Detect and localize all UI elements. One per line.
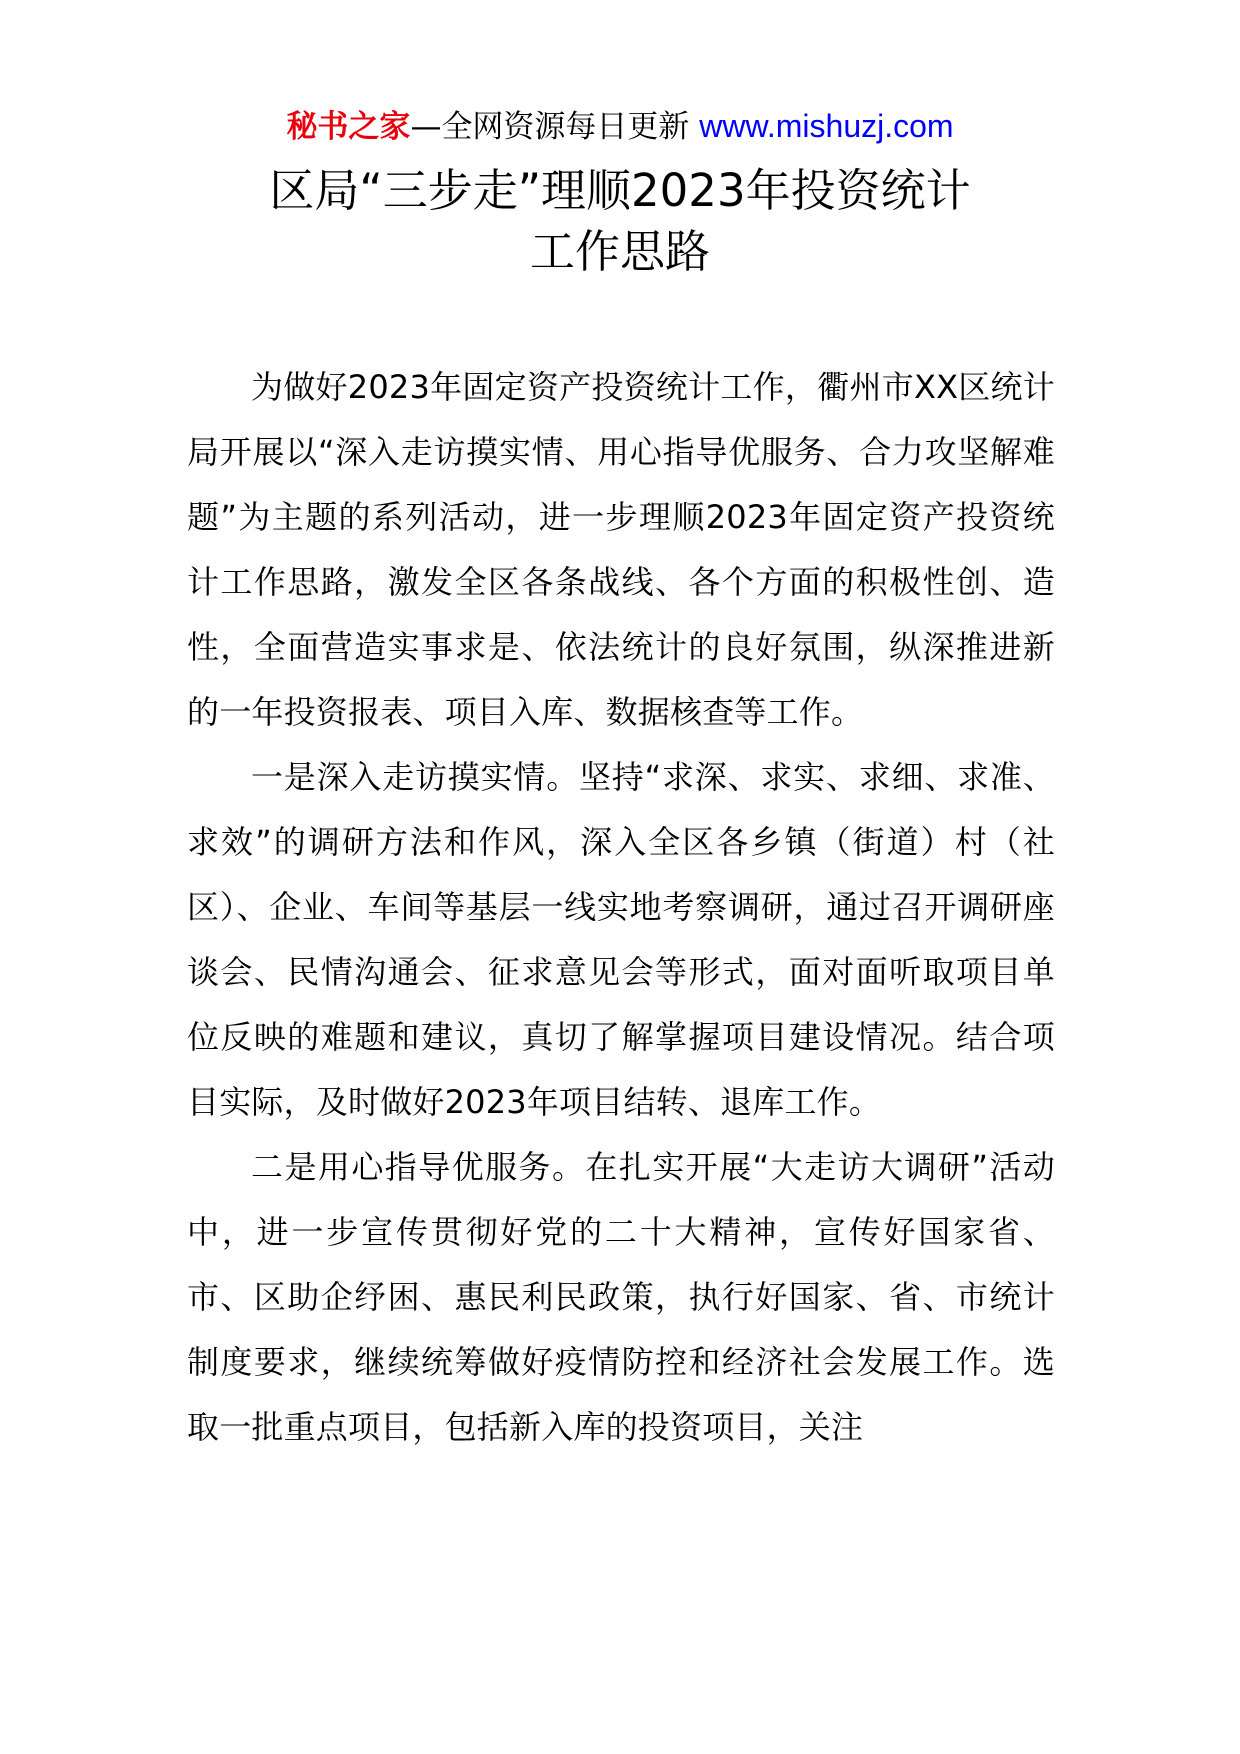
section-1-paragraph: 一是深入走访摸实情。坚持“求深、求实、求细、求准、求效”的调研方法和作风，深入全区各乡镇（街道）村（社区）、企业、车间等基层一线实地考察调研，通过召开调研座谈会、民情沟通会、征求意见会等形式，面对面听取项目单位反映的难题和建议，真切了解掌握项目建设情况。结合项目实际，及时做好2023年项目结转、退库工作。	[187, 758, 1055, 1121]
header-tagline: —全网资源每日更新	[410, 109, 690, 145]
section-2-paragraph: 二是用心指导优服务。在扎实开展“大走访大调研”活动中，进一步宣传贯彻好党的二十大精神，宣传好国家省、市、区助企纾困、惠民利民政策，执行好国家、省、市统计制度要求，继续统筹做好疫情防控和经济社会发展工作。选取一批重点项目，包括新入库的投资项目，关注	[187, 1148, 1055, 1446]
brand-name: 秘书之家	[286, 109, 411, 145]
title-line-2: 工作思路	[529, 225, 710, 278]
document-title	[0, 160, 1240, 282]
site-header	[0, 104, 1240, 149]
document-body	[187, 355, 1055, 1460]
title-line-1: 区局“三步走”理顺2023年投资统计	[269, 164, 971, 217]
intro-paragraph: 为做好2023年固定资产投资统计工作，衢州市XX区统计局开展以“深入走访摸实情、用心指导优服务、合力攻坚解难题”为主题的系列活动，进一步理顺2023年固定资产投资统计工作思路，激发全区各条战线、各个方面的积极性创、造性，全面营造实事求是、依法统计的良好氛围，纵深推进新的一年投资报表、项目入库、数据核查等工作。	[187, 368, 1055, 731]
site-url-link[interactable]: www.mishuzj.com	[699, 108, 954, 144]
